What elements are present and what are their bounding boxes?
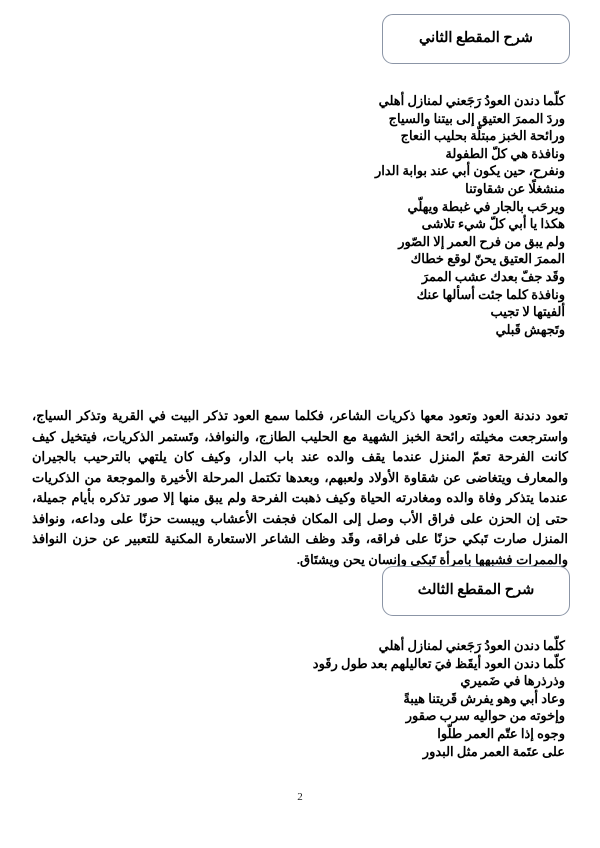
section-heading-box-third: [382, 566, 570, 616]
verse-line: وذرذرها في ضَميري: [460, 673, 565, 689]
verse-line: كلّما دندن العود أيقَظ فيَ تعاليلهم بعد طول رقَود: [312, 655, 565, 671]
verse-line: على عتَمة العمر مثل البدور: [422, 743, 565, 759]
verse-line: وقَد جفّ بعدك عشب الممرَ: [421, 268, 565, 284]
section-heading-box-second: [382, 14, 570, 64]
verse-line: هكذا يا أبي كلّ شيء تلاشى: [421, 216, 565, 232]
verse-line: وإخوته من حواليه سرب صقور: [405, 708, 565, 724]
section-heading-label: شرح المقطع الثاني: [419, 30, 533, 47]
verse-line: ولم يبق من فرح العمر إلا الصّور: [398, 233, 565, 249]
explanation-paragraph: تعود دندنة العود وتعود معها ذكريات الشاعر، فكلما سمع العود تذكر البيت في القرية وتذكر السياج، واسترجعت مخيلته رائحة الخبز الشهية مع الحليب الطازج، والنوافذ، وتَستمر الذكريات، فيتخيل كيف كانت الفرحة تعمّ المنزل عندما يقف والده عند باب الدار، وكيف كان يلتهي بالترحيب بالجيران والمعارف ويتغاضى عن شقاوة الأولاد ولعبهم، وبعدها تكتمل المرحلة الأخيرة والموجعة من الذكريات عندما يتذكر وفاة والده ومغادرته الحياة وكيف ذهبت الفرحة ولم يبق منها إلا صور تذكره بأيام جميلة، حتى إن الحزن على فراق الأب وصل إلى المكان فجفت الأعشاب ويبست حزنًا على وداعه، ونوافذ المنزل صارت تَبكي حزنًا على فراقه، وقَد وظف الشاعر الاستعارة المكنية للتعبير عن حزن النوافذ والممرات فشبهها بامرأة تَبكي وإنسان يحن ويشتَاق.: [32, 408, 568, 567]
verse-line: ونفرح، حين يكون أبي عند بوابة الدار: [374, 163, 565, 179]
verse-line: وردَ الممرَ العتيق إلى بيتنا والسياج: [388, 110, 565, 126]
verse-line: ونافذة هي كلّ الطفولة: [445, 145, 565, 161]
poem-verses-third-section: [35, 637, 565, 760]
verse-line: ورائحة الخبز مبتلّة بحليب النعاج: [400, 128, 565, 144]
verse-line: وتَجهش قَبلي: [495, 321, 565, 337]
verse-line: الممرَ العتيق يحنّ لوقع خطاك: [410, 251, 565, 267]
verse-line: ألفيتها لا تجيب: [490, 304, 565, 320]
verse-line: ويرحَب بالجار في غبطة ويهلّي: [407, 198, 565, 214]
page-number: 2: [297, 791, 303, 803]
verse-line: كلّما دندن العودُ رَجَعني لمنازل أهلي: [378, 638, 565, 653]
verse-line: ونافذة كلما جئت أسألها عنك: [416, 286, 565, 302]
verse-line: كلّما دندن العودُ رَجَعني لمنازل أهلي: [378, 93, 565, 108]
verse-line: وجوه إذا عتّم العمر طلّوا: [437, 725, 565, 741]
section-heading-label: شرح المقطع الثالث: [417, 582, 535, 599]
verse-line: وعاد أبي وهو يفرش قَريتنا هيبةً: [403, 690, 565, 706]
poem-verses-second-section: [35, 92, 565, 338]
verse-line: منشغلًا عن شقاوتنا: [465, 180, 565, 196]
